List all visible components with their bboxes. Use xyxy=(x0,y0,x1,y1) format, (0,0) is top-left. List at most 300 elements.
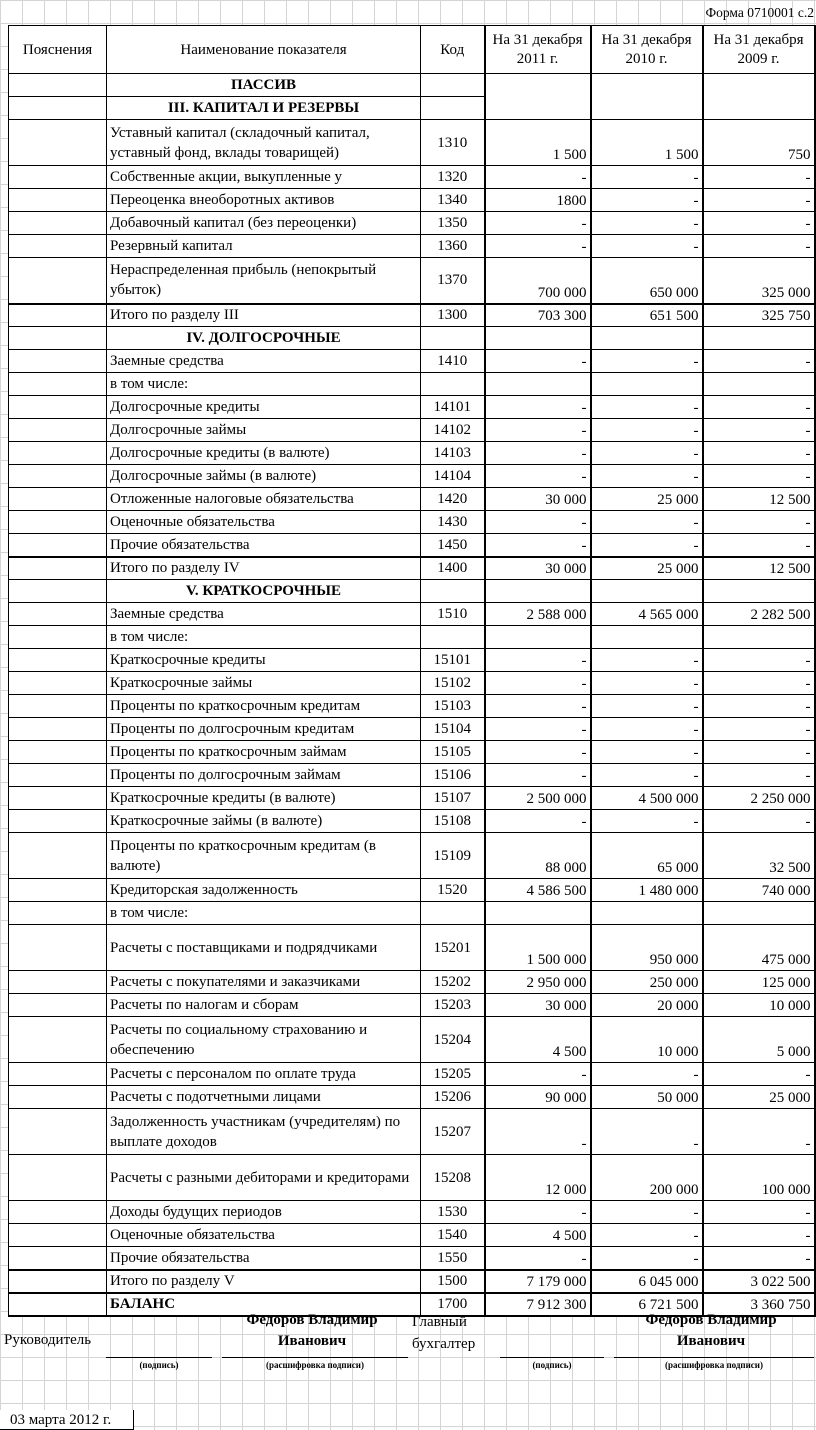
accountant-sign-caption: (подпись) xyxy=(532,1360,572,1370)
value-2011: - xyxy=(485,764,591,787)
value-2009: 750 xyxy=(703,120,815,166)
manager-sign-line xyxy=(106,1357,212,1358)
table-row xyxy=(9,235,815,258)
value-2010: - xyxy=(591,764,703,787)
value-2010: 250 000 xyxy=(591,971,703,994)
value-2010: - xyxy=(591,511,703,534)
value-2009 xyxy=(703,580,815,603)
indicator-code xyxy=(421,373,485,396)
value-2010: - xyxy=(591,695,703,718)
value-2010 xyxy=(591,580,703,603)
value-2009: - xyxy=(703,1063,815,1086)
value-2010: - xyxy=(591,465,703,488)
table-row xyxy=(9,258,815,304)
signature-block xyxy=(0,1302,816,1402)
value-2010: - xyxy=(591,810,703,833)
indicator-code: 1530 xyxy=(421,1201,485,1224)
value-2011: - xyxy=(485,212,591,235)
accountant-label: Главный бухгалтер xyxy=(412,1314,476,1352)
indicator-code: 15201 xyxy=(421,925,485,971)
indicator-code: 1510 xyxy=(421,603,485,626)
value-2010: 50 000 xyxy=(591,1086,703,1109)
indicator-code: 15105 xyxy=(421,741,485,764)
notes-cell xyxy=(9,787,107,810)
value-2011: 700 000 xyxy=(485,258,591,304)
value-2010: 950 000 xyxy=(591,925,703,971)
indicator-code: 1420 xyxy=(421,488,485,511)
value-2009: 740 000 xyxy=(703,879,815,902)
value-2011: 1 500 000 xyxy=(485,925,591,971)
value-2009: - xyxy=(703,465,815,488)
notes-cell xyxy=(9,879,107,902)
indicator-name: Нераспределенная прибыль (непокрытый убыток) xyxy=(107,258,421,304)
notes-cell xyxy=(9,557,107,580)
value-2011: - xyxy=(485,1201,591,1224)
indicator-name: Расчеты по социальному страхованию и обеспечению xyxy=(107,1017,421,1063)
table-row xyxy=(9,764,815,787)
value-2011: - xyxy=(485,534,591,557)
value-2010 xyxy=(591,74,703,97)
value-2011: 7 179 000 xyxy=(485,1270,591,1293)
indicator-code: 15207 xyxy=(421,1109,485,1155)
value-2009: 2 250 000 xyxy=(703,787,815,810)
indicator-name: БАЛАНС xyxy=(107,1293,421,1316)
indicator-name: Краткосрочные кредиты (в валюте) xyxy=(107,787,421,810)
value-2010: - xyxy=(591,1109,703,1155)
value-2010: 651 500 xyxy=(591,304,703,327)
value-2011: 4 586 500 xyxy=(485,879,591,902)
value-2010: 6 045 000 xyxy=(591,1270,703,1293)
notes-cell xyxy=(9,902,107,925)
indicator-code: 15204 xyxy=(421,1017,485,1063)
indicator-name: Расчеты с подотчетными лицами xyxy=(107,1086,421,1109)
indicator-code: 1310 xyxy=(421,120,485,166)
indicator-name: Проценты по долгосрочным кредитам xyxy=(107,718,421,741)
indicator-code: 15107 xyxy=(421,787,485,810)
value-2011: 703 300 xyxy=(485,304,591,327)
value-2010 xyxy=(591,97,703,120)
indicator-code: 15104 xyxy=(421,718,485,741)
accountant-sign-line xyxy=(500,1357,604,1358)
notes-cell xyxy=(9,97,107,120)
indicator-name: Краткосрочные займы (в валюте) xyxy=(107,810,421,833)
manager-decode-caption: (расшифровка подписи) xyxy=(266,1360,364,1370)
value-2011: 1 500 xyxy=(485,120,591,166)
table-row xyxy=(9,1155,815,1201)
table-row xyxy=(9,304,815,327)
value-2011: 4 500 xyxy=(485,1224,591,1247)
notes-cell xyxy=(9,1063,107,1086)
value-2011: 12 000 xyxy=(485,1155,591,1201)
table-row xyxy=(9,626,815,649)
value-2010: 1 480 000 xyxy=(591,879,703,902)
indicator-name: Долгосрочные кредиты xyxy=(107,396,421,419)
table-row xyxy=(9,672,815,695)
value-2011 xyxy=(485,902,591,925)
notes-cell xyxy=(9,1155,107,1201)
notes-cell xyxy=(9,304,107,327)
manager-sign-caption: (подпись) xyxy=(139,1360,179,1370)
value-2009: 32 500 xyxy=(703,833,815,879)
value-2011: - xyxy=(485,442,591,465)
notes-cell xyxy=(9,465,107,488)
value-2010: 20 000 xyxy=(591,994,703,1017)
notes-cell xyxy=(9,741,107,764)
indicator-code: 15208 xyxy=(421,1155,485,1201)
value-2009: - xyxy=(703,419,815,442)
notes-cell xyxy=(9,1270,107,1293)
value-2011: 2 588 000 xyxy=(485,603,591,626)
indicator-name: Краткосрочные кредиты xyxy=(107,649,421,672)
indicator-code: 15103 xyxy=(421,695,485,718)
notes-cell xyxy=(9,580,107,603)
value-2011: 30 000 xyxy=(485,994,591,1017)
table-row xyxy=(9,741,815,764)
indicator-code: 1340 xyxy=(421,189,485,212)
value-2010: - xyxy=(591,534,703,557)
value-2010: - xyxy=(591,672,703,695)
header-2009: На 31 декабря 2009 г. xyxy=(703,26,815,74)
indicator-code xyxy=(421,626,485,649)
indicator-code: 15108 xyxy=(421,810,485,833)
indicator-name: Задолженность участникам (учредителям) по выплате доходов xyxy=(107,1109,421,1155)
value-2009: - xyxy=(703,1201,815,1224)
indicator-name: Уставный капитал (складочный капитал, уставный фонд, вклады товарищей) xyxy=(107,120,421,166)
notes-cell xyxy=(9,672,107,695)
value-2010 xyxy=(591,373,703,396)
value-2011: - xyxy=(485,419,591,442)
notes-cell xyxy=(9,994,107,1017)
notes-cell xyxy=(9,373,107,396)
table-row xyxy=(9,534,815,557)
notes-cell xyxy=(9,764,107,787)
value-2009: - xyxy=(703,212,815,235)
value-2010: - xyxy=(591,166,703,189)
manager-label: Руководитель xyxy=(4,1332,92,1348)
indicator-name: Оценочные обязательства xyxy=(107,511,421,534)
value-2010: - xyxy=(591,212,703,235)
table-row xyxy=(9,833,815,879)
notes-cell xyxy=(9,1247,107,1270)
table-row xyxy=(9,580,815,603)
value-2009: - xyxy=(703,764,815,787)
notes-cell xyxy=(9,511,107,534)
indicator-name: Заемные средства xyxy=(107,350,421,373)
indicator-code: 1350 xyxy=(421,212,485,235)
table-row xyxy=(9,1201,815,1224)
value-2009: - xyxy=(703,511,815,534)
table-row xyxy=(9,373,815,396)
header-row xyxy=(9,26,815,74)
value-2010 xyxy=(591,902,703,925)
table-row xyxy=(9,557,815,580)
indicator-name: в том числе: xyxy=(107,902,421,925)
value-2009: - xyxy=(703,442,815,465)
table-body xyxy=(9,74,815,1316)
value-2011: - xyxy=(485,649,591,672)
value-2011 xyxy=(485,580,591,603)
value-2010: 25 000 xyxy=(591,488,703,511)
value-2009: 125 000 xyxy=(703,971,815,994)
value-2009: - xyxy=(703,396,815,419)
notes-cell xyxy=(9,925,107,971)
table-row xyxy=(9,488,815,511)
indicator-name: Резервный капитал xyxy=(107,235,421,258)
header-2010: На 31 декабря 2010 г. xyxy=(591,26,703,74)
value-2010: - xyxy=(591,189,703,212)
value-2010: - xyxy=(591,396,703,419)
notes-cell xyxy=(9,810,107,833)
indicator-code: 1320 xyxy=(421,166,485,189)
table-row xyxy=(9,1224,815,1247)
value-2010: 6 721 500 xyxy=(591,1293,703,1316)
value-2011: - xyxy=(485,672,591,695)
indicator-name: Итого по разделу IV xyxy=(107,557,421,580)
value-2010: - xyxy=(591,350,703,373)
indicator-code: 15205 xyxy=(421,1063,485,1086)
value-2009 xyxy=(703,373,815,396)
header-code: Код xyxy=(421,26,485,74)
value-2011: - xyxy=(485,718,591,741)
manager-decode-line xyxy=(222,1357,408,1358)
table-row xyxy=(9,212,815,235)
accountant-decode-line xyxy=(614,1357,814,1358)
header-notes: Пояснения xyxy=(9,26,107,74)
notes-cell xyxy=(9,74,107,97)
indicator-code: 15101 xyxy=(421,649,485,672)
indicator-name: Прочие обязательства xyxy=(107,1247,421,1270)
indicator-code: 1410 xyxy=(421,350,485,373)
notes-cell xyxy=(9,603,107,626)
value-2011: 2 500 000 xyxy=(485,787,591,810)
indicator-code: 15206 xyxy=(421,1086,485,1109)
table-row xyxy=(9,419,815,442)
value-2010: - xyxy=(591,1063,703,1086)
table-row xyxy=(9,994,815,1017)
value-2011: - xyxy=(485,396,591,419)
report-date: 03 марта 2012 г. xyxy=(0,1410,134,1430)
indicator-name: V. КРАТКОСРОЧНЫЕ xyxy=(107,580,421,603)
table-row xyxy=(9,603,815,626)
header-name: Наименование показателя xyxy=(107,26,421,74)
notes-cell xyxy=(9,396,107,419)
notes-cell xyxy=(9,235,107,258)
value-2011 xyxy=(485,97,591,120)
indicator-name: Доходы будущих периодов xyxy=(107,1201,421,1224)
indicator-name: III. КАПИТАЛ И РЕЗЕРВЫ xyxy=(107,97,421,120)
indicator-code: 14103 xyxy=(421,442,485,465)
value-2011: 88 000 xyxy=(485,833,591,879)
value-2009: 475 000 xyxy=(703,925,815,971)
value-2009 xyxy=(703,626,815,649)
indicator-name: Собственные акции, выкупленные у xyxy=(107,166,421,189)
notes-cell xyxy=(9,350,107,373)
table-row xyxy=(9,1109,815,1155)
indicator-code xyxy=(421,580,485,603)
value-2009: - xyxy=(703,695,815,718)
indicator-name: Оценочные обязательства xyxy=(107,1224,421,1247)
notes-cell xyxy=(9,327,107,350)
value-2009: - xyxy=(703,1109,815,1155)
value-2009: 325 000 xyxy=(703,258,815,304)
value-2011: 1800 xyxy=(485,189,591,212)
indicator-name: Расчеты с персоналом по оплате труда xyxy=(107,1063,421,1086)
value-2009: 100 000 xyxy=(703,1155,815,1201)
indicator-code: 1520 xyxy=(421,879,485,902)
value-2009 xyxy=(703,327,815,350)
value-2009 xyxy=(703,74,815,97)
indicator-code xyxy=(421,902,485,925)
value-2009: 12 500 xyxy=(703,488,815,511)
indicator-name: Добавочный капитал (без переоценки) xyxy=(107,212,421,235)
indicator-code xyxy=(421,97,485,120)
value-2011: - xyxy=(485,1247,591,1270)
indicator-name: Кредиторская задолженность xyxy=(107,879,421,902)
value-2010: 1 500 xyxy=(591,120,703,166)
table-row xyxy=(9,97,815,120)
notes-cell xyxy=(9,1201,107,1224)
value-2011: - xyxy=(485,695,591,718)
accountant-name: Федоров Владимир Иванович xyxy=(645,1312,777,1349)
notes-cell xyxy=(9,488,107,511)
header-2011: На 31 декабря 2011 г. xyxy=(485,26,591,74)
value-2011: - xyxy=(485,511,591,534)
indicator-name: Проценты по долгосрочным займам xyxy=(107,764,421,787)
table-row xyxy=(9,925,815,971)
notes-cell xyxy=(9,1224,107,1247)
notes-cell xyxy=(9,189,107,212)
value-2010: - xyxy=(591,741,703,764)
value-2011 xyxy=(485,373,591,396)
table-row xyxy=(9,74,815,97)
table-row xyxy=(9,120,815,166)
value-2011: 7 912 300 xyxy=(485,1293,591,1316)
value-2009: 3 022 500 xyxy=(703,1270,815,1293)
indicator-code: 14104 xyxy=(421,465,485,488)
table-row xyxy=(9,1270,815,1293)
liabilities-balance-table xyxy=(8,25,816,1317)
indicator-name: ПАССИВ xyxy=(107,74,421,97)
indicator-name: Итого по разделу V xyxy=(107,1270,421,1293)
value-2010: - xyxy=(591,649,703,672)
indicator-code: 14102 xyxy=(421,419,485,442)
value-2011: - xyxy=(485,350,591,373)
indicator-name: IV. ДОЛГОСРОЧНЫЕ xyxy=(107,327,421,350)
manager-name: Федоров Владимир Иванович xyxy=(246,1312,378,1349)
indicator-name: Расчеты с покупателями и заказчиками xyxy=(107,971,421,994)
value-2011: - xyxy=(485,465,591,488)
indicator-code: 14101 xyxy=(421,396,485,419)
value-2009: 5 000 xyxy=(703,1017,815,1063)
value-2010: - xyxy=(591,1201,703,1224)
value-2010: - xyxy=(591,718,703,741)
table-row xyxy=(9,1017,815,1063)
table-row xyxy=(9,1063,815,1086)
table-row xyxy=(9,787,815,810)
value-2009: - xyxy=(703,649,815,672)
table-row xyxy=(9,1247,815,1270)
notes-cell xyxy=(9,695,107,718)
value-2009: - xyxy=(703,534,815,557)
notes-cell xyxy=(9,166,107,189)
indicator-name: в том числе: xyxy=(107,373,421,396)
indicator-name: Долгосрочные займы xyxy=(107,419,421,442)
value-2010: 650 000 xyxy=(591,258,703,304)
notes-cell xyxy=(9,833,107,879)
indicator-name: Проценты по краткосрочным кредитам (в валюте) xyxy=(107,833,421,879)
notes-cell xyxy=(9,1086,107,1109)
table-row xyxy=(9,511,815,534)
value-2009: - xyxy=(703,672,815,695)
accountant-decode-caption: (расшифровка подписи) xyxy=(665,1360,763,1370)
notes-cell xyxy=(9,534,107,557)
value-2011: 2 950 000 xyxy=(485,971,591,994)
value-2011: - xyxy=(485,1063,591,1086)
notes-cell xyxy=(9,442,107,465)
notes-cell xyxy=(9,971,107,994)
value-2009: 12 500 xyxy=(703,557,815,580)
value-2010 xyxy=(591,626,703,649)
notes-cell xyxy=(9,649,107,672)
value-2011 xyxy=(485,626,591,649)
indicator-code: 1540 xyxy=(421,1224,485,1247)
table-row xyxy=(9,189,815,212)
notes-cell xyxy=(9,626,107,649)
indicator-name: Расчеты с разными дебиторами и кредиторами xyxy=(107,1155,421,1201)
value-2010: 200 000 xyxy=(591,1155,703,1201)
table-row xyxy=(9,442,815,465)
indicator-code: 15106 xyxy=(421,764,485,787)
value-2010: 10 000 xyxy=(591,1017,703,1063)
notes-cell xyxy=(9,419,107,442)
indicator-code xyxy=(421,74,485,97)
value-2009: 325 750 xyxy=(703,304,815,327)
indicator-code: 1700 xyxy=(421,1293,485,1316)
value-2011: 4 500 xyxy=(485,1017,591,1063)
indicator-name: в том числе: xyxy=(107,626,421,649)
table-row xyxy=(9,902,815,925)
table-row xyxy=(9,810,815,833)
value-2009: - xyxy=(703,718,815,741)
indicator-name: Расчеты по налогам и сборам xyxy=(107,994,421,1017)
value-2010: - xyxy=(591,1224,703,1247)
value-2009: - xyxy=(703,1224,815,1247)
indicator-code: 1550 xyxy=(421,1247,485,1270)
indicator-code: 1450 xyxy=(421,534,485,557)
table-row xyxy=(9,350,815,373)
value-2011: - xyxy=(485,741,591,764)
table-row xyxy=(9,396,815,419)
indicator-name: Итого по разделу III xyxy=(107,304,421,327)
table-row xyxy=(9,1086,815,1109)
value-2009: 25 000 xyxy=(703,1086,815,1109)
indicator-code: 15102 xyxy=(421,672,485,695)
value-2009: 2 282 500 xyxy=(703,603,815,626)
table-row xyxy=(9,718,815,741)
value-2011: 90 000 xyxy=(485,1086,591,1109)
indicator-code: 1360 xyxy=(421,235,485,258)
indicator-code: 15203 xyxy=(421,994,485,1017)
value-2011: 30 000 xyxy=(485,557,591,580)
indicator-name: Долгосрочные займы (в валюте) xyxy=(107,465,421,488)
table-row xyxy=(9,327,815,350)
value-2010: - xyxy=(591,235,703,258)
indicator-name: Краткосрочные займы xyxy=(107,672,421,695)
table-row xyxy=(9,695,815,718)
indicator-code: 1430 xyxy=(421,511,485,534)
form-label: Форма 0710001 с.2 xyxy=(705,5,814,20)
indicator-name: Долгосрочные кредиты (в валюте) xyxy=(107,442,421,465)
